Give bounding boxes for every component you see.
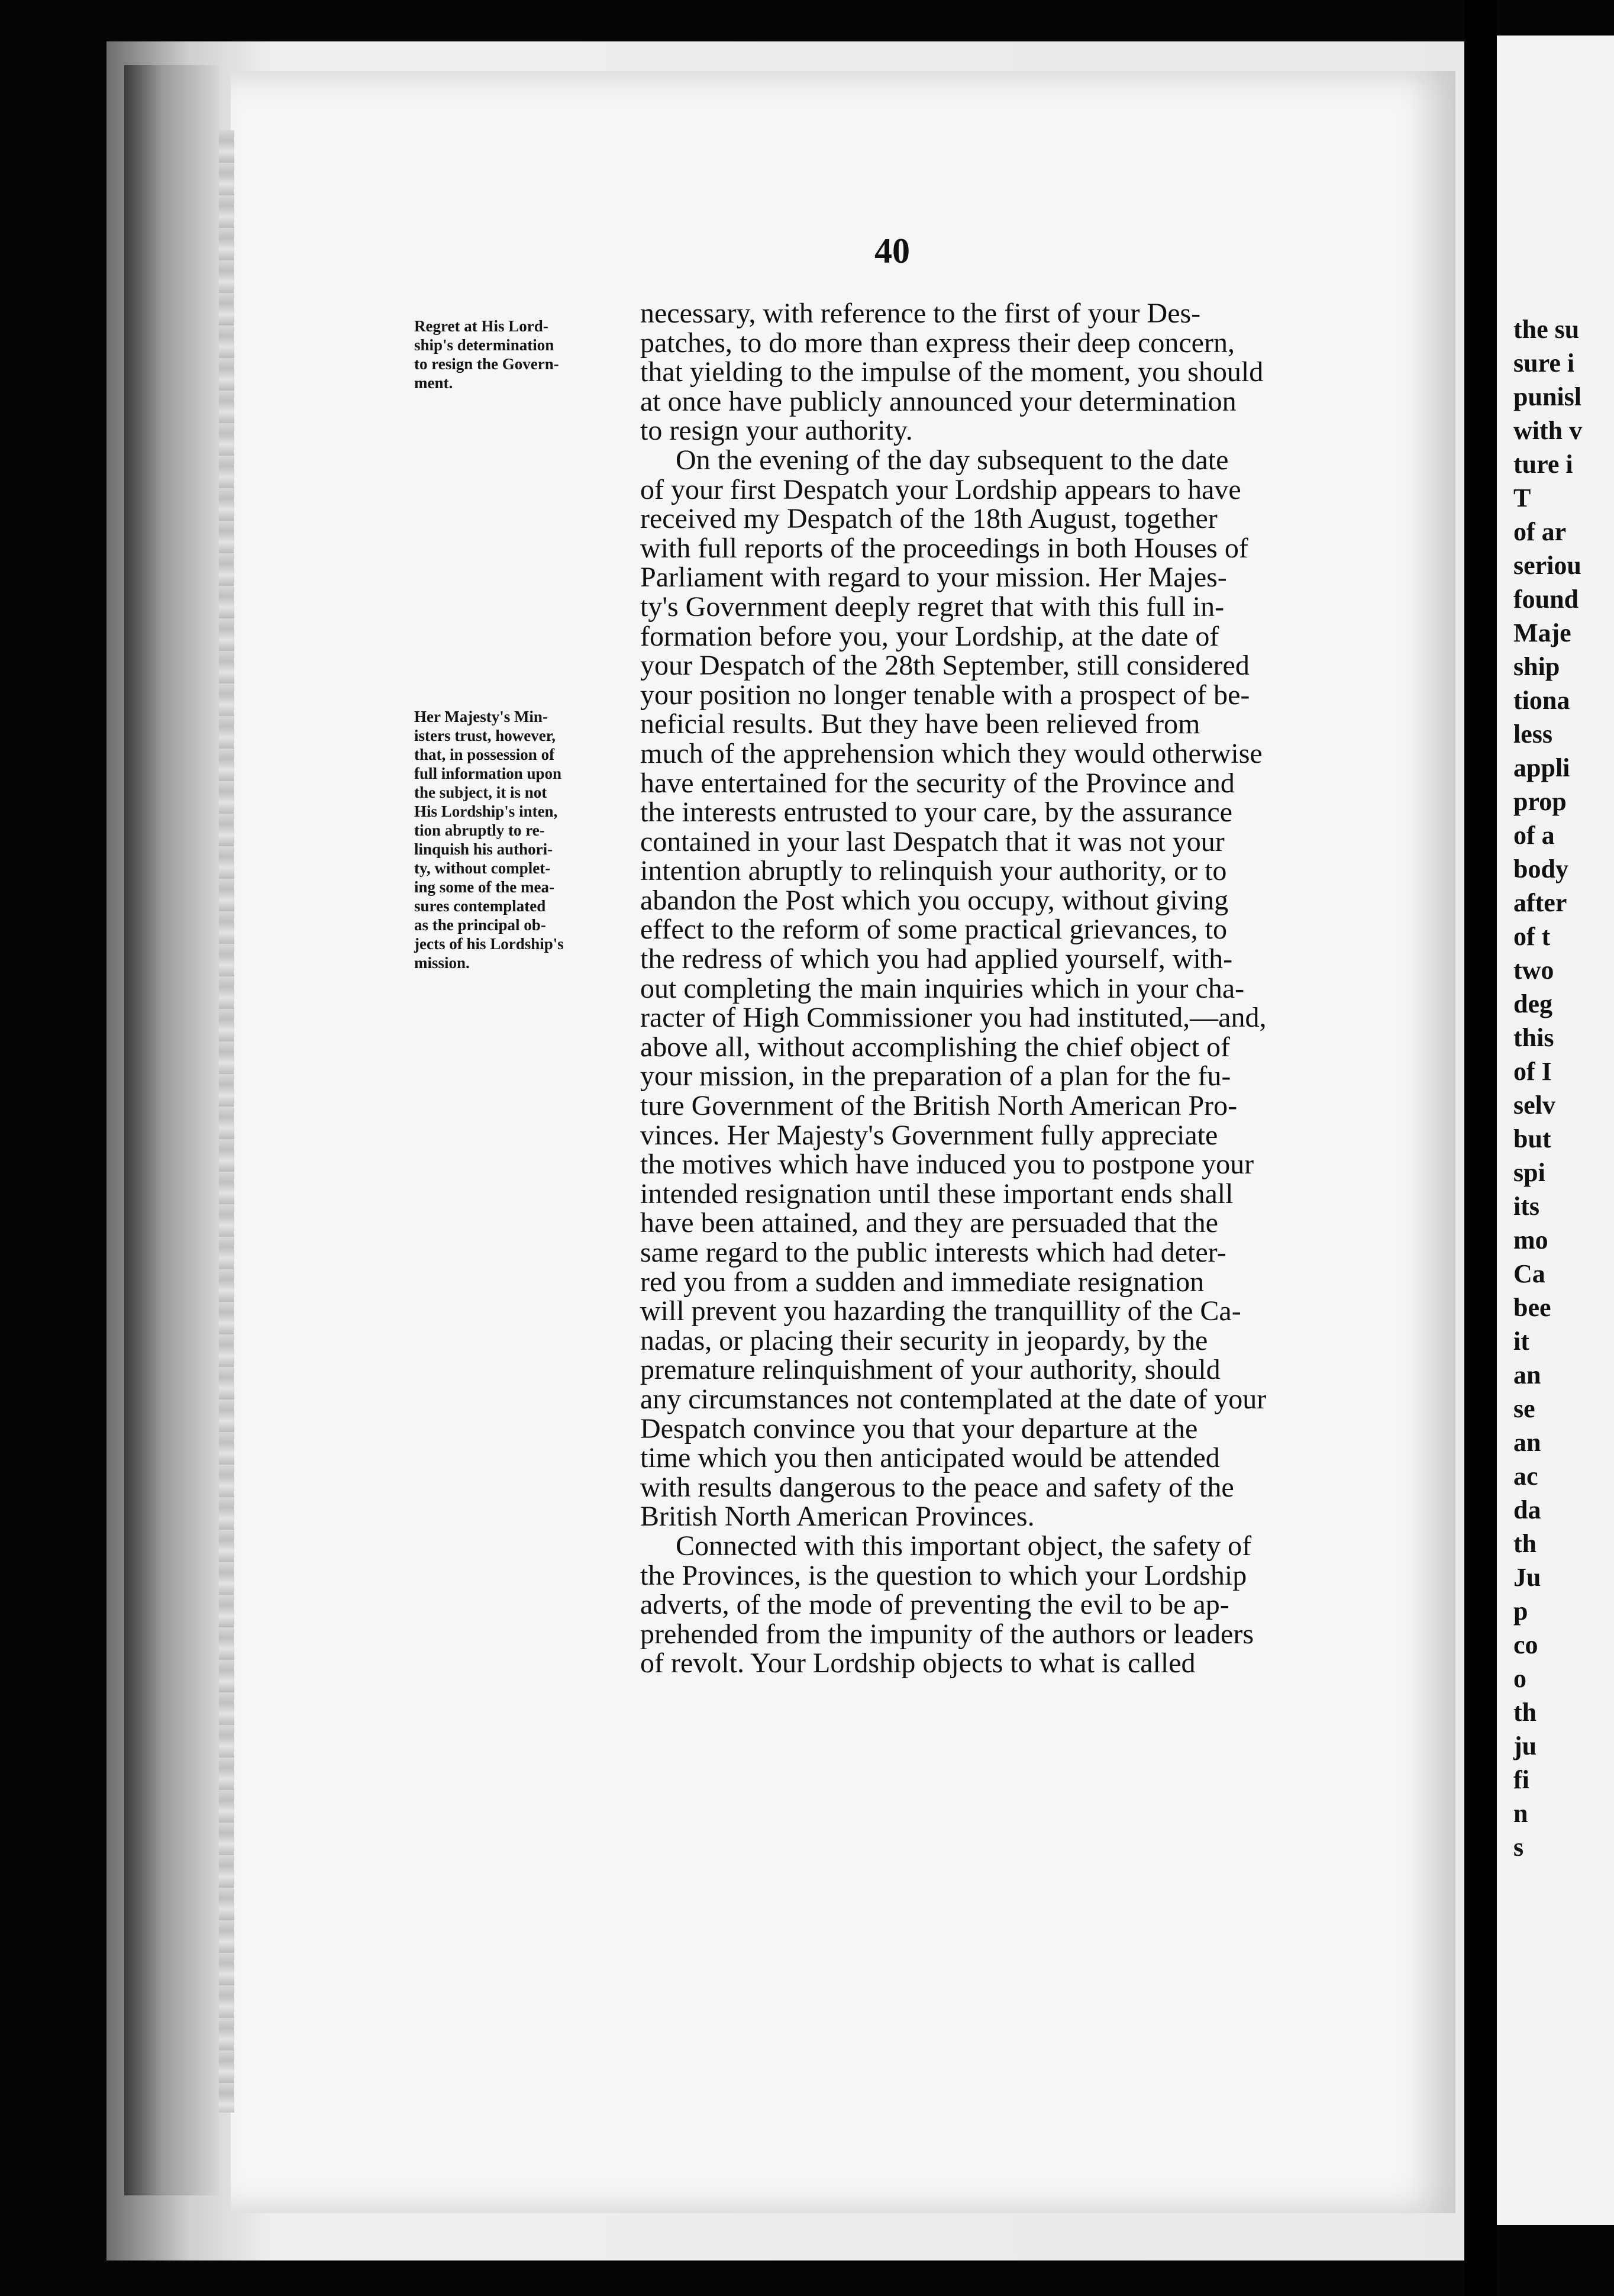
next-page-line: appli [1513, 753, 1570, 782]
body-line: same regard to the public interests which had deter- [640, 1237, 1226, 1268]
body-line: at once have publicly announced your determination [640, 385, 1237, 417]
gutter-divider [1464, 0, 1497, 2296]
next-page-line: less [1513, 720, 1552, 749]
body-line: British North American Provinces. [640, 1501, 1035, 1533]
body-line: of your first Despatch your Lordship appears to have [640, 473, 1241, 505]
body-line: of revolt. Your Lordship objects to what is called [640, 1647, 1196, 1679]
body-line: adverts, of the mode of preventing the evil to be ap- [640, 1589, 1229, 1621]
next-page-line: two [1513, 956, 1554, 985]
next-page-line: o [1513, 1664, 1526, 1693]
body-line: the interests entrusted to your care, by the assurance [640, 796, 1232, 828]
margin-note-line: ing some of the mea- [414, 878, 554, 896]
next-page-line: it [1513, 1327, 1529, 1356]
body-line: the Provinces, is the question to which your Lordship [640, 1559, 1247, 1591]
body-line: ture Government of the British North American Pro- [640, 1090, 1238, 1122]
body-line: your Despatch of the 28th September, still considered [640, 650, 1250, 682]
next-page-line: an [1513, 1428, 1541, 1457]
body-line: red you from a sudden and immediate resignation [640, 1266, 1205, 1298]
body-line: time which you then anticipated would be attended [640, 1442, 1220, 1474]
book-binding-edge [124, 65, 219, 2195]
next-page-line: spi [1513, 1158, 1545, 1187]
body-line: abandon the Post which you occupy, without giving [640, 884, 1229, 916]
next-page-line: this [1513, 1023, 1554, 1052]
body-line: premature relinquishment of your authority, should [640, 1354, 1221, 1386]
margin-note-line: Her Majesty's Min- [414, 708, 548, 725]
body-line: intention abruptly to relinquish your authority, or to [640, 855, 1227, 887]
next-page-line: of t [1513, 922, 1551, 951]
body-line: racter of High Commissioner you had instituted,—and, [640, 1002, 1267, 1034]
body-line: received my Despatch of the 18th August, together [640, 503, 1218, 535]
body-line: ty's Government deeply regret that with this full in- [640, 591, 1225, 623]
next-page-line: punisl [1513, 382, 1581, 411]
margin-note-line: ment. [414, 374, 453, 392]
next-page-line: found [1513, 585, 1579, 614]
body-line: patches, to do more than express their deep concern, [640, 327, 1235, 359]
next-page-line: after [1513, 888, 1567, 917]
body-line: formation before you, your Lordship, at the date of [640, 620, 1219, 652]
body-line: have entertained for the security of the Province and [640, 767, 1235, 799]
margin-note-line: His Lordship's inten, [414, 802, 558, 820]
next-page-line: mo [1513, 1226, 1548, 1255]
next-page-line: ju [1513, 1731, 1537, 1760]
body-line: with results dangerous to the peace and safety of the [640, 1471, 1234, 1503]
margin-note-line: Regret at His Lord- [414, 317, 548, 335]
next-page-line: n [1513, 1799, 1528, 1828]
body-line: effect to the reform of some practical grievances, to [640, 914, 1227, 946]
next-page-line: body [1513, 854, 1568, 883]
body-line: nadas, or placing their security in jeopardy, by the [640, 1324, 1208, 1356]
margin-note-line: linquish his authori- [414, 840, 553, 858]
body-line: On the evening of the day subsequent to the date [676, 444, 1229, 476]
margin-note-line: full information upon [414, 765, 562, 782]
next-page-line: th [1513, 1698, 1537, 1727]
next-page-line: fi [1513, 1765, 1529, 1794]
next-page-line: selv [1513, 1091, 1555, 1120]
body-line: contained in your last Despatch that it was not your [640, 825, 1225, 857]
margin-note-line: ship's determination [414, 336, 554, 354]
next-page-line: with v [1513, 416, 1583, 445]
next-page-line: sure i [1513, 349, 1575, 378]
next-page-line: th [1513, 1529, 1537, 1558]
body-line: your mission, in the preparation of a plan for the fu- [640, 1060, 1231, 1092]
body-line: Parliament with regard to your mission. Her Majes- [640, 562, 1227, 594]
margin-note-line: the subject, it is not [414, 783, 547, 801]
next-page-line: T [1513, 483, 1531, 512]
body-line: your position no longer tenable with a prospect of be- [640, 679, 1250, 711]
margin-note [414, 317, 645, 392]
body-line: intended resignation until these important ends shall [640, 1178, 1234, 1210]
body-line: prehended from the impunity of the authors or leaders [640, 1618, 1254, 1650]
body-text [640, 299, 1415, 1678]
next-page-line: seriou [1513, 551, 1581, 580]
body-line: much of the apprehension which they would otherwise [640, 737, 1263, 769]
next-page-line: bee [1513, 1293, 1551, 1322]
body-line: vinces. Her Majesty's Government fully appreciate [640, 1119, 1218, 1151]
body-line: above all, without accomplishing the chief object of [640, 1031, 1231, 1063]
next-page-line: but [1513, 1124, 1551, 1153]
body-line: Despatch convince you that your departure at the [640, 1413, 1198, 1444]
margin-note [414, 707, 645, 972]
next-page-line: Ju [1513, 1563, 1541, 1592]
next-page-fragment [1497, 36, 1614, 2225]
next-page-line: Maje [1513, 618, 1571, 647]
next-page-line: of I [1513, 1057, 1552, 1086]
body-line: the motives which have induced you to postpone your [640, 1149, 1254, 1181]
body-line: Connected with this important object, the safety of [676, 1530, 1252, 1562]
next-page-line: se [1513, 1394, 1535, 1423]
page-number: 40 [874, 231, 910, 270]
next-page-line: prop [1513, 787, 1567, 816]
next-page-line: ship [1513, 652, 1560, 681]
margin-note-line: ty, without complet- [414, 859, 551, 877]
margin-note-line: sures contemplated [414, 897, 546, 915]
margin-note-line: as the principal ob- [414, 916, 546, 934]
body-line: necessary, with reference to the first of your Des- [640, 298, 1201, 329]
body-line: have been attained, and they are persuaded that the [640, 1207, 1218, 1239]
body-line: any circumstances not contemplated at the date of your [640, 1383, 1267, 1415]
next-page-line: co [1513, 1630, 1538, 1659]
next-page-line: of ar [1513, 517, 1567, 546]
margin-note-line: isters trust, however, [414, 727, 556, 744]
next-page-line: an [1513, 1360, 1541, 1389]
body-line: to resign your authority. [640, 415, 913, 447]
next-page-line: deg [1513, 989, 1552, 1018]
margin-note-line: tion abruptly to re- [414, 821, 545, 839]
next-page-line: p [1513, 1597, 1528, 1626]
torn-page-edge [219, 130, 234, 2113]
margin-note-line: that, in possession of [414, 746, 555, 763]
body-line: the redress of which you had applied yourself, with- [640, 943, 1233, 975]
next-page-line: its [1513, 1192, 1539, 1221]
next-page-line: ture i [1513, 450, 1573, 479]
next-page-line: the su [1513, 315, 1580, 344]
next-page-line: Ca [1513, 1259, 1545, 1288]
next-page-line: ac [1513, 1462, 1538, 1491]
next-page-line: da [1513, 1495, 1541, 1524]
margin-note-line: to resign the Govern- [414, 355, 559, 373]
next-page-line: s [1513, 1833, 1524, 1862]
next-page-line: of a [1513, 821, 1555, 850]
body-line: neficial results. But they have been relieved from [640, 708, 1200, 740]
body-line: will prevent you hazarding the tranquillity of the Ca- [640, 1295, 1241, 1327]
margin-note-line: mission. [414, 954, 470, 972]
margin-note-line: jects of his Lordship's [414, 935, 564, 953]
body-line: that yielding to the impulse of the moment, you should [640, 356, 1264, 388]
next-page-line: tiona [1513, 686, 1570, 715]
body-line: out completing the main inquiries which in your cha- [640, 972, 1245, 1004]
body-line: with full reports of the proceedings in both Houses of [640, 532, 1248, 564]
